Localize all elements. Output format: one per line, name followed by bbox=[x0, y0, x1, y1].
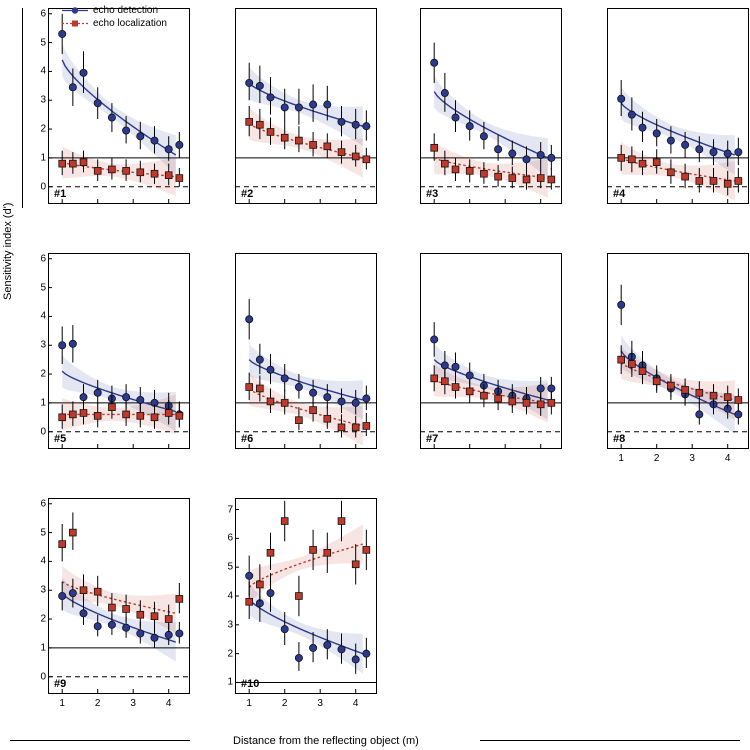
data-point-square bbox=[59, 414, 66, 421]
data-point-circle bbox=[466, 123, 473, 130]
data-point-square bbox=[363, 546, 370, 553]
y-tick-label: 6 bbox=[40, 8, 46, 20]
data-point-square bbox=[267, 398, 274, 405]
y-tick-label: 6 bbox=[227, 532, 233, 544]
data-point-circle bbox=[324, 394, 331, 401]
data-point-square bbox=[137, 412, 144, 419]
data-point-square bbox=[256, 385, 263, 392]
data-point-square bbox=[710, 392, 717, 399]
data-point-square bbox=[523, 176, 530, 183]
legend-item-echo-localization bbox=[62, 17, 167, 30]
data-point-square bbox=[352, 153, 359, 160]
data-point-square bbox=[548, 176, 555, 183]
x-tick-label: 2 bbox=[653, 453, 660, 464]
data-point-square bbox=[735, 397, 742, 404]
data-point-square bbox=[668, 382, 675, 389]
data-point-square bbox=[267, 549, 274, 556]
data-point-circle bbox=[151, 634, 158, 641]
chart-panel-8 bbox=[607, 253, 749, 464]
y-tick-label: 5 bbox=[40, 282, 46, 294]
data-point-circle bbox=[682, 141, 689, 148]
data-point-square bbox=[310, 142, 317, 149]
data-point-circle bbox=[94, 100, 101, 107]
data-point-square bbox=[296, 137, 303, 144]
legend bbox=[62, 4, 167, 30]
data-point-circle bbox=[151, 137, 158, 144]
y-tick-labels bbox=[213, 498, 233, 694]
data-point-circle bbox=[667, 137, 674, 144]
data-point-circle bbox=[338, 398, 345, 405]
data-point-circle bbox=[246, 572, 253, 579]
data-point-square bbox=[653, 378, 660, 385]
panel-plot-area bbox=[48, 253, 190, 449]
panel-plot-area bbox=[607, 8, 749, 204]
panel-plot-area bbox=[48, 8, 190, 204]
data-point-circle bbox=[69, 590, 76, 597]
y-tick-label: 5 bbox=[40, 37, 46, 49]
x-tick-label: 3 bbox=[130, 698, 136, 709]
data-point-square bbox=[80, 159, 87, 166]
data-point-circle bbox=[653, 130, 660, 137]
data-point-circle bbox=[108, 621, 115, 628]
data-point-circle bbox=[618, 95, 625, 102]
data-point-square bbox=[165, 172, 172, 179]
data-point-circle bbox=[59, 592, 66, 599]
data-point-square bbox=[441, 160, 448, 167]
data-point-square bbox=[94, 588, 101, 595]
data-point-circle bbox=[246, 316, 253, 323]
y-tick-label: 6 bbox=[40, 253, 46, 265]
y-tick-label: 1 bbox=[227, 676, 233, 688]
data-point-square bbox=[338, 424, 345, 431]
panel-label: #2 bbox=[241, 188, 254, 200]
data-point-square bbox=[281, 399, 288, 406]
data-point-square bbox=[151, 170, 158, 177]
data-point-square bbox=[176, 595, 183, 602]
data-point-square bbox=[324, 415, 331, 422]
data-point-circle bbox=[338, 646, 345, 653]
data-point-square bbox=[523, 399, 530, 406]
data-point-square bbox=[123, 606, 130, 613]
data-point-square bbox=[296, 417, 303, 424]
data-point-circle bbox=[537, 385, 544, 392]
x-axis-label: Distance from the reflecting object (m) bbox=[233, 735, 419, 747]
data-point-square bbox=[246, 118, 253, 125]
panel-label: #6 bbox=[241, 433, 254, 445]
data-point-square bbox=[466, 388, 473, 395]
x-tick-label: 4 bbox=[352, 698, 359, 709]
data-point-square bbox=[639, 368, 646, 375]
data-point-circle bbox=[295, 654, 302, 661]
y-axis-label: Sensitivity index (d') bbox=[2, 202, 14, 300]
data-point-square bbox=[363, 423, 370, 430]
data-point-square bbox=[281, 518, 288, 525]
data-point-circle bbox=[452, 114, 459, 121]
data-point-square bbox=[431, 144, 438, 151]
data-point-circle bbox=[324, 101, 331, 108]
y-tick-label: 1 bbox=[40, 152, 46, 164]
data-point-square bbox=[668, 169, 675, 176]
data-point-square bbox=[537, 401, 544, 408]
data-point-square bbox=[94, 412, 101, 419]
data-point-square bbox=[281, 134, 288, 141]
x-tick-label: 1 bbox=[618, 453, 624, 464]
data-point-circle bbox=[94, 623, 101, 630]
panel-label: #3 bbox=[426, 188, 439, 200]
data-point-square bbox=[441, 378, 448, 385]
data-point-circle bbox=[69, 84, 76, 91]
data-point-square bbox=[452, 384, 459, 391]
data-point-square bbox=[324, 549, 331, 556]
data-point-square bbox=[246, 598, 253, 605]
legend-item-echo-detection bbox=[62, 4, 167, 17]
data-point-square bbox=[628, 361, 635, 368]
chart-panel-2 bbox=[235, 8, 377, 204]
y-tick-label: 3 bbox=[227, 619, 233, 631]
chart-panel-3 bbox=[420, 8, 562, 204]
data-point-circle bbox=[710, 149, 717, 156]
data-point-circle bbox=[123, 624, 130, 631]
data-point-square bbox=[338, 149, 345, 156]
data-point-circle bbox=[452, 363, 459, 370]
y-tick-label: 2 bbox=[40, 613, 46, 625]
panel-label: #5 bbox=[54, 433, 67, 445]
y-tick-labels bbox=[26, 253, 46, 449]
y-tick-labels bbox=[26, 498, 46, 694]
data-point-square bbox=[724, 180, 731, 187]
data-point-circle bbox=[509, 150, 516, 157]
data-point-circle bbox=[628, 111, 635, 118]
panel-plot-area bbox=[235, 8, 377, 204]
data-point-circle bbox=[724, 150, 731, 157]
chart-panel-6 bbox=[235, 253, 377, 449]
data-point-square bbox=[352, 424, 359, 431]
data-point-circle bbox=[246, 79, 253, 86]
x-tick-label: 2 bbox=[281, 698, 288, 709]
data-point-circle bbox=[281, 626, 288, 633]
legend-label-echo-localization: echo localization bbox=[93, 18, 167, 29]
panel-label: #9 bbox=[54, 678, 67, 690]
data-point-circle bbox=[696, 411, 703, 418]
panel-label: #4 bbox=[613, 188, 626, 200]
data-point-square bbox=[151, 613, 158, 620]
data-point-square bbox=[338, 518, 345, 525]
data-point-square bbox=[653, 159, 660, 166]
data-point-circle bbox=[548, 154, 555, 161]
data-point-circle bbox=[123, 127, 130, 134]
data-point-square bbox=[69, 529, 76, 536]
data-point-square bbox=[481, 392, 488, 399]
data-point-circle bbox=[137, 396, 144, 403]
data-point-circle bbox=[165, 146, 172, 153]
x-tick-label: 1 bbox=[246, 698, 252, 709]
outer-axis-segment bbox=[480, 740, 740, 741]
data-point-circle bbox=[338, 118, 345, 125]
data-point-circle bbox=[295, 104, 302, 111]
x-tick-label: 3 bbox=[689, 453, 695, 464]
data-point-circle bbox=[59, 30, 66, 37]
y-tick-label: 6 bbox=[40, 498, 46, 510]
data-point-square bbox=[495, 173, 502, 180]
panel-label: #1 bbox=[54, 188, 67, 200]
data-point-circle bbox=[281, 375, 288, 382]
panel-label: #8 bbox=[613, 433, 626, 445]
data-point-circle bbox=[441, 89, 448, 96]
y-tick-label: 0 bbox=[40, 671, 46, 683]
data-point-circle bbox=[310, 101, 317, 108]
data-point-square bbox=[256, 581, 263, 588]
outer-axis-segment bbox=[10, 740, 190, 741]
data-point-circle bbox=[108, 114, 115, 121]
data-point-square bbox=[696, 178, 703, 185]
data-point-circle bbox=[441, 362, 448, 369]
data-point-square bbox=[69, 411, 76, 418]
data-point-square bbox=[296, 593, 303, 600]
data-point-circle bbox=[352, 399, 359, 406]
panel-plot-area bbox=[420, 253, 562, 449]
data-point-circle bbox=[431, 59, 438, 66]
data-point-circle bbox=[137, 133, 144, 140]
data-point-square bbox=[256, 121, 263, 128]
data-point-square bbox=[352, 561, 359, 568]
data-point-square bbox=[59, 160, 66, 167]
y-tick-label: 1 bbox=[40, 397, 46, 409]
data-point-square bbox=[109, 604, 116, 611]
data-point-square bbox=[639, 160, 646, 167]
data-point-circle bbox=[480, 133, 487, 140]
chart-panel-5 bbox=[40, 253, 190, 449]
data-point-square bbox=[710, 178, 717, 185]
data-point-circle bbox=[94, 389, 101, 396]
y-tick-label: 3 bbox=[40, 584, 46, 596]
data-point-circle bbox=[80, 610, 87, 617]
data-point-square bbox=[466, 167, 473, 174]
data-point-circle bbox=[176, 630, 183, 637]
y-tick-labels bbox=[26, 8, 46, 204]
data-point-square bbox=[151, 414, 158, 421]
y-tick-label: 3 bbox=[40, 94, 46, 106]
data-point-circle bbox=[256, 356, 263, 363]
data-point-square bbox=[109, 404, 116, 411]
data-point-circle bbox=[495, 146, 502, 153]
data-point-circle bbox=[123, 394, 130, 401]
data-point-circle bbox=[523, 156, 530, 163]
data-point-circle bbox=[363, 395, 370, 402]
data-point-square bbox=[324, 143, 331, 150]
data-point-square bbox=[628, 156, 635, 163]
legend-marker-circle-icon bbox=[62, 5, 88, 16]
data-point-square bbox=[69, 160, 76, 167]
data-point-circle bbox=[352, 121, 359, 128]
data-point-circle bbox=[639, 124, 646, 131]
data-point-circle bbox=[137, 630, 144, 637]
data-point-circle bbox=[352, 656, 359, 663]
data-point-circle bbox=[537, 151, 544, 158]
data-point-circle bbox=[548, 385, 555, 392]
data-point-square bbox=[495, 395, 502, 402]
data-point-square bbox=[452, 166, 459, 173]
y-tick-label: 5 bbox=[40, 527, 46, 539]
panel-plot-area bbox=[420, 8, 562, 204]
data-point-circle bbox=[310, 389, 317, 396]
y-tick-label: 4 bbox=[40, 310, 46, 322]
data-point-square bbox=[94, 167, 101, 174]
data-point-square bbox=[165, 616, 172, 623]
x-tick-label: 1 bbox=[59, 698, 65, 709]
chart-panel-1 bbox=[40, 8, 190, 204]
panel-plot-area bbox=[607, 253, 749, 449]
data-point-square bbox=[137, 611, 144, 618]
data-point-circle bbox=[310, 644, 317, 651]
data-point-circle bbox=[735, 411, 742, 418]
panel-label: #10 bbox=[241, 678, 260, 690]
data-point-circle bbox=[696, 146, 703, 153]
data-point-circle bbox=[267, 590, 274, 597]
data-point-square bbox=[80, 410, 87, 417]
data-point-square bbox=[165, 410, 172, 417]
data-point-circle bbox=[69, 340, 76, 347]
data-point-square bbox=[176, 412, 183, 419]
legend-label-echo-detection: echo detection bbox=[93, 5, 159, 16]
y-tick-label: 2 bbox=[40, 123, 46, 135]
data-point-square bbox=[548, 399, 555, 406]
confidence-band bbox=[249, 583, 363, 674]
data-point-square bbox=[682, 387, 689, 394]
data-point-circle bbox=[295, 383, 302, 390]
y-tick-label: 4 bbox=[40, 65, 46, 77]
y-tick-label: 0 bbox=[40, 426, 46, 438]
outer-axis-segment bbox=[22, 8, 23, 208]
chart-panel-7 bbox=[420, 253, 562, 449]
data-point-square bbox=[509, 398, 516, 405]
data-point-square bbox=[431, 375, 438, 382]
panel-plot-area bbox=[235, 253, 377, 449]
data-point-square bbox=[509, 175, 516, 182]
data-point-circle bbox=[267, 366, 274, 373]
data-point-square bbox=[618, 356, 625, 363]
data-point-square bbox=[310, 407, 317, 414]
x-tick-label: 4 bbox=[724, 453, 731, 464]
data-point-circle bbox=[466, 372, 473, 379]
y-tick-label: 5 bbox=[227, 561, 233, 573]
x-tick-label: 3 bbox=[317, 698, 323, 709]
y-tick-label: 7 bbox=[227, 504, 233, 516]
data-point-circle bbox=[80, 69, 87, 76]
data-point-square bbox=[618, 154, 625, 161]
legend-marker-square-icon bbox=[62, 18, 88, 29]
data-point-circle bbox=[176, 141, 183, 148]
data-point-circle bbox=[80, 394, 87, 401]
data-point-square bbox=[267, 129, 274, 136]
data-point-circle bbox=[267, 94, 274, 101]
data-point-circle bbox=[59, 342, 66, 349]
data-point-square bbox=[109, 166, 116, 173]
data-point-square bbox=[682, 173, 689, 180]
data-point-circle bbox=[363, 650, 370, 657]
panel-label: #7 bbox=[426, 433, 439, 445]
data-point-square bbox=[310, 546, 317, 553]
data-point-square bbox=[137, 169, 144, 176]
data-point-circle bbox=[431, 336, 438, 343]
data-point-square bbox=[123, 411, 130, 418]
y-tick-label: 2 bbox=[227, 648, 233, 660]
x-tick-label: 2 bbox=[94, 698, 101, 709]
y-tick-label: 3 bbox=[40, 339, 46, 351]
chart-panel-9 bbox=[40, 498, 190, 709]
data-point-circle bbox=[618, 301, 625, 308]
y-tick-label: 1 bbox=[40, 642, 46, 654]
data-point-square bbox=[537, 175, 544, 182]
y-tick-label: 4 bbox=[227, 590, 233, 602]
y-tick-label: 4 bbox=[40, 555, 46, 567]
data-point-square bbox=[481, 170, 488, 177]
data-point-circle bbox=[165, 631, 172, 638]
data-point-circle bbox=[256, 82, 263, 89]
chart-panel-10 bbox=[227, 498, 377, 709]
data-point-square bbox=[735, 178, 742, 185]
data-point-square bbox=[59, 541, 66, 548]
panel-plot-area bbox=[235, 498, 377, 694]
data-point-square bbox=[363, 156, 370, 163]
data-point-circle bbox=[363, 123, 370, 130]
data-point-square bbox=[724, 394, 731, 401]
confidence-band bbox=[249, 524, 363, 603]
y-tick-label: 2 bbox=[40, 368, 46, 380]
data-point-square bbox=[80, 587, 87, 594]
data-point-square bbox=[123, 167, 130, 174]
data-point-square bbox=[246, 384, 253, 391]
data-point-circle bbox=[324, 641, 331, 648]
y-tick-label: 0 bbox=[40, 181, 46, 193]
data-point-circle bbox=[735, 149, 742, 156]
chart-panel-4 bbox=[607, 8, 749, 204]
x-tick-label: 4 bbox=[165, 698, 172, 709]
data-point-square bbox=[696, 389, 703, 396]
data-point-square bbox=[176, 175, 183, 182]
panel-plot-area bbox=[48, 498, 190, 694]
data-point-circle bbox=[281, 104, 288, 111]
